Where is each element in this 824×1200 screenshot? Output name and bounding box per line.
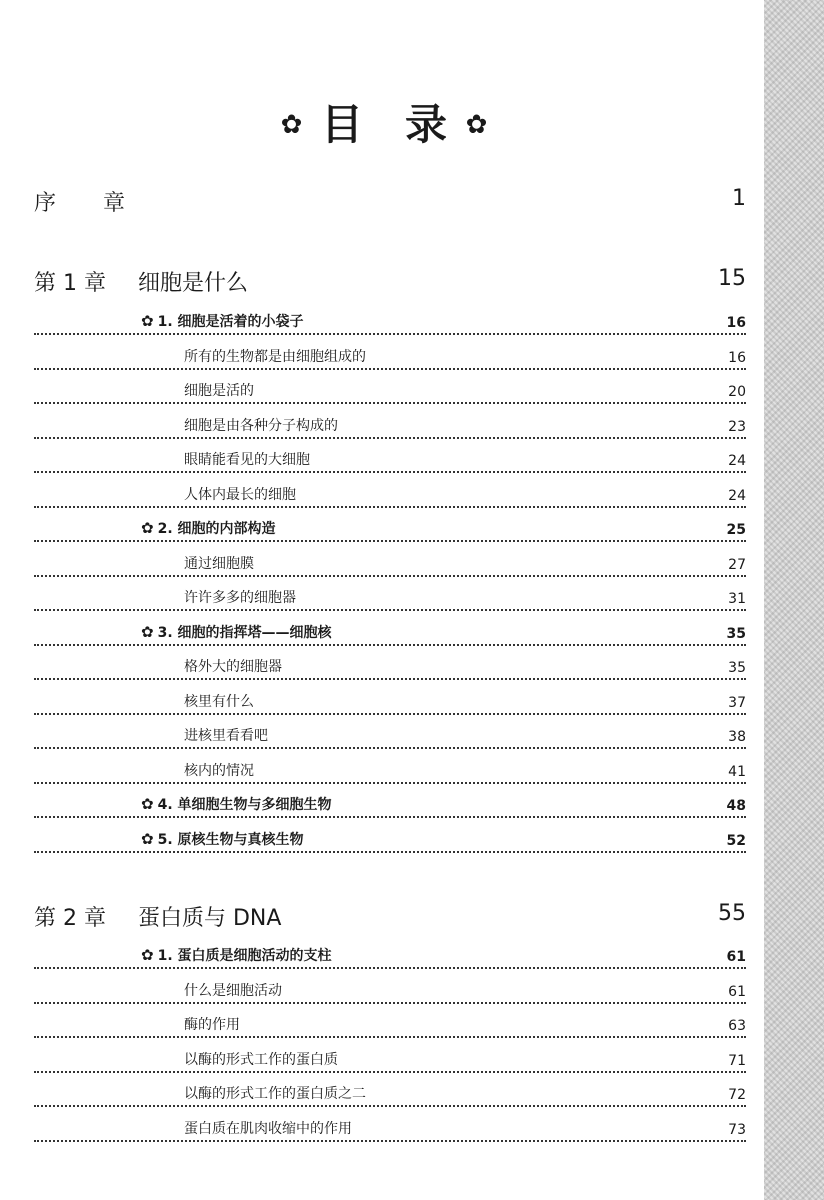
entry-title: 1. 细胞是活着的小袋子: [157, 314, 304, 330]
page-edge-shadow: [764, 0, 824, 1200]
chapter-number: 第 2 章: [34, 906, 106, 931]
page-number: 1: [732, 186, 746, 211]
entry-title: 格外大的细胞器: [184, 659, 282, 675]
flower-icon: ✿: [141, 830, 154, 848]
page-number: 48: [726, 798, 746, 814]
toc-subsection[interactable]: [34, 1116, 746, 1142]
toc-subsection[interactable]: [34, 482, 746, 508]
toc-subsection[interactable]: [34, 1012, 746, 1038]
toc-section[interactable]: [34, 943, 746, 969]
toc-preface[interactable]: [34, 186, 746, 222]
chapter-number: 第 1 章: [34, 271, 106, 296]
entry-title: 核里有什么: [184, 694, 254, 710]
toc-chapter-1[interactable]: [34, 266, 746, 302]
toc-subsection[interactable]: [34, 413, 746, 439]
flower-icon: ✿: [141, 623, 154, 641]
toc-subsection[interactable]: [34, 1081, 746, 1107]
toc-chapter-2[interactable]: [34, 901, 746, 937]
entry-title: 眼睛能看见的大细胞: [184, 452, 310, 468]
page-number: 24: [728, 488, 746, 504]
page-number: 73: [728, 1122, 746, 1138]
page-number: 61: [728, 984, 746, 1000]
page-number: 35: [728, 660, 746, 676]
flower-icon: ✿: [141, 795, 154, 813]
entry-title: 所有的生物都是由细胞组成的: [184, 349, 366, 365]
preface-label: 序 章: [34, 191, 145, 216]
page-number: 25: [726, 522, 746, 538]
toc-section[interactable]: [34, 309, 746, 335]
toc-subsection[interactable]: [34, 978, 746, 1004]
entry-title: 通过细胞膜: [184, 556, 254, 572]
page-number: 61: [726, 949, 746, 965]
page-number: 55: [718, 901, 746, 926]
page-title: [0, 92, 770, 152]
entry-title: 进核里看看吧: [184, 728, 268, 744]
toc-subsection[interactable]: [34, 758, 746, 784]
toc-subsection[interactable]: [34, 447, 746, 473]
entry-title: 以酶的形式工作的蛋白质之二: [184, 1086, 366, 1102]
page-number: 16: [726, 315, 746, 331]
toc-subsection[interactable]: [34, 1047, 746, 1073]
entry-title: 许许多多的细胞器: [184, 590, 296, 606]
toc-subsection[interactable]: [34, 551, 746, 577]
chapter-title: 细胞是什么: [138, 271, 249, 296]
entry-title: 细胞是活的: [184, 383, 254, 399]
toc-subsection[interactable]: [34, 378, 746, 404]
entry-title: 4. 单细胞生物与多细胞生物: [157, 797, 332, 813]
flower-icon: ✿: [465, 110, 490, 140]
page-number: 23: [728, 419, 746, 435]
entry-title: 2. 细胞的内部构造: [157, 521, 276, 537]
toc-subsection[interactable]: [34, 723, 746, 749]
chapter-title: 蛋白质与 DNA: [138, 906, 282, 931]
entry-title: 以酶的形式工作的蛋白质: [184, 1052, 338, 1068]
page-number: 71: [728, 1053, 746, 1069]
toc-section[interactable]: [34, 827, 746, 853]
page-number: 24: [728, 453, 746, 469]
toc-section[interactable]: [34, 516, 746, 542]
entry-title: 什么是细胞活动: [184, 983, 282, 999]
page-number: 72: [728, 1087, 746, 1103]
title-char-1: 目: [320, 100, 365, 149]
entry-title: 酶的作用: [184, 1017, 240, 1033]
page-number: 41: [728, 764, 746, 780]
entry-title: 细胞是由各种分子构成的: [184, 418, 338, 434]
entry-title: 核内的情况: [184, 763, 254, 779]
entry-title: 5. 原核生物与真核生物: [157, 832, 304, 848]
page-number: 27: [728, 557, 746, 573]
toc-section[interactable]: [34, 620, 746, 646]
flower-icon: ✿: [141, 946, 154, 964]
page-number: 15: [718, 266, 746, 291]
toc-subsection[interactable]: [34, 344, 746, 370]
flower-icon: ✿: [141, 312, 154, 330]
page-number: 35: [726, 626, 746, 642]
page-number: 52: [726, 833, 746, 849]
entry-title: 人体内最长的细胞: [184, 487, 296, 503]
toc-subsection[interactable]: [34, 585, 746, 611]
page-number: 20: [728, 384, 746, 400]
entry-title: 1. 蛋白质是细胞活动的支柱: [157, 948, 332, 964]
title-char-2: 录: [405, 100, 450, 149]
page-number: 63: [728, 1018, 746, 1034]
page-number: 38: [728, 729, 746, 745]
toc-subsection[interactable]: [34, 654, 746, 680]
entry-title: 蛋白质在肌肉收缩中的作用: [184, 1121, 352, 1137]
page-number: 31: [728, 591, 746, 607]
toc-section[interactable]: [34, 792, 746, 818]
page-number: 37: [728, 695, 746, 711]
flower-icon: ✿: [280, 110, 305, 140]
page-number: 16: [728, 350, 746, 366]
toc-subsection[interactable]: [34, 689, 746, 715]
entry-title: 3. 细胞的指挥塔——细胞核: [157, 625, 332, 641]
flower-icon: ✿: [141, 519, 154, 537]
